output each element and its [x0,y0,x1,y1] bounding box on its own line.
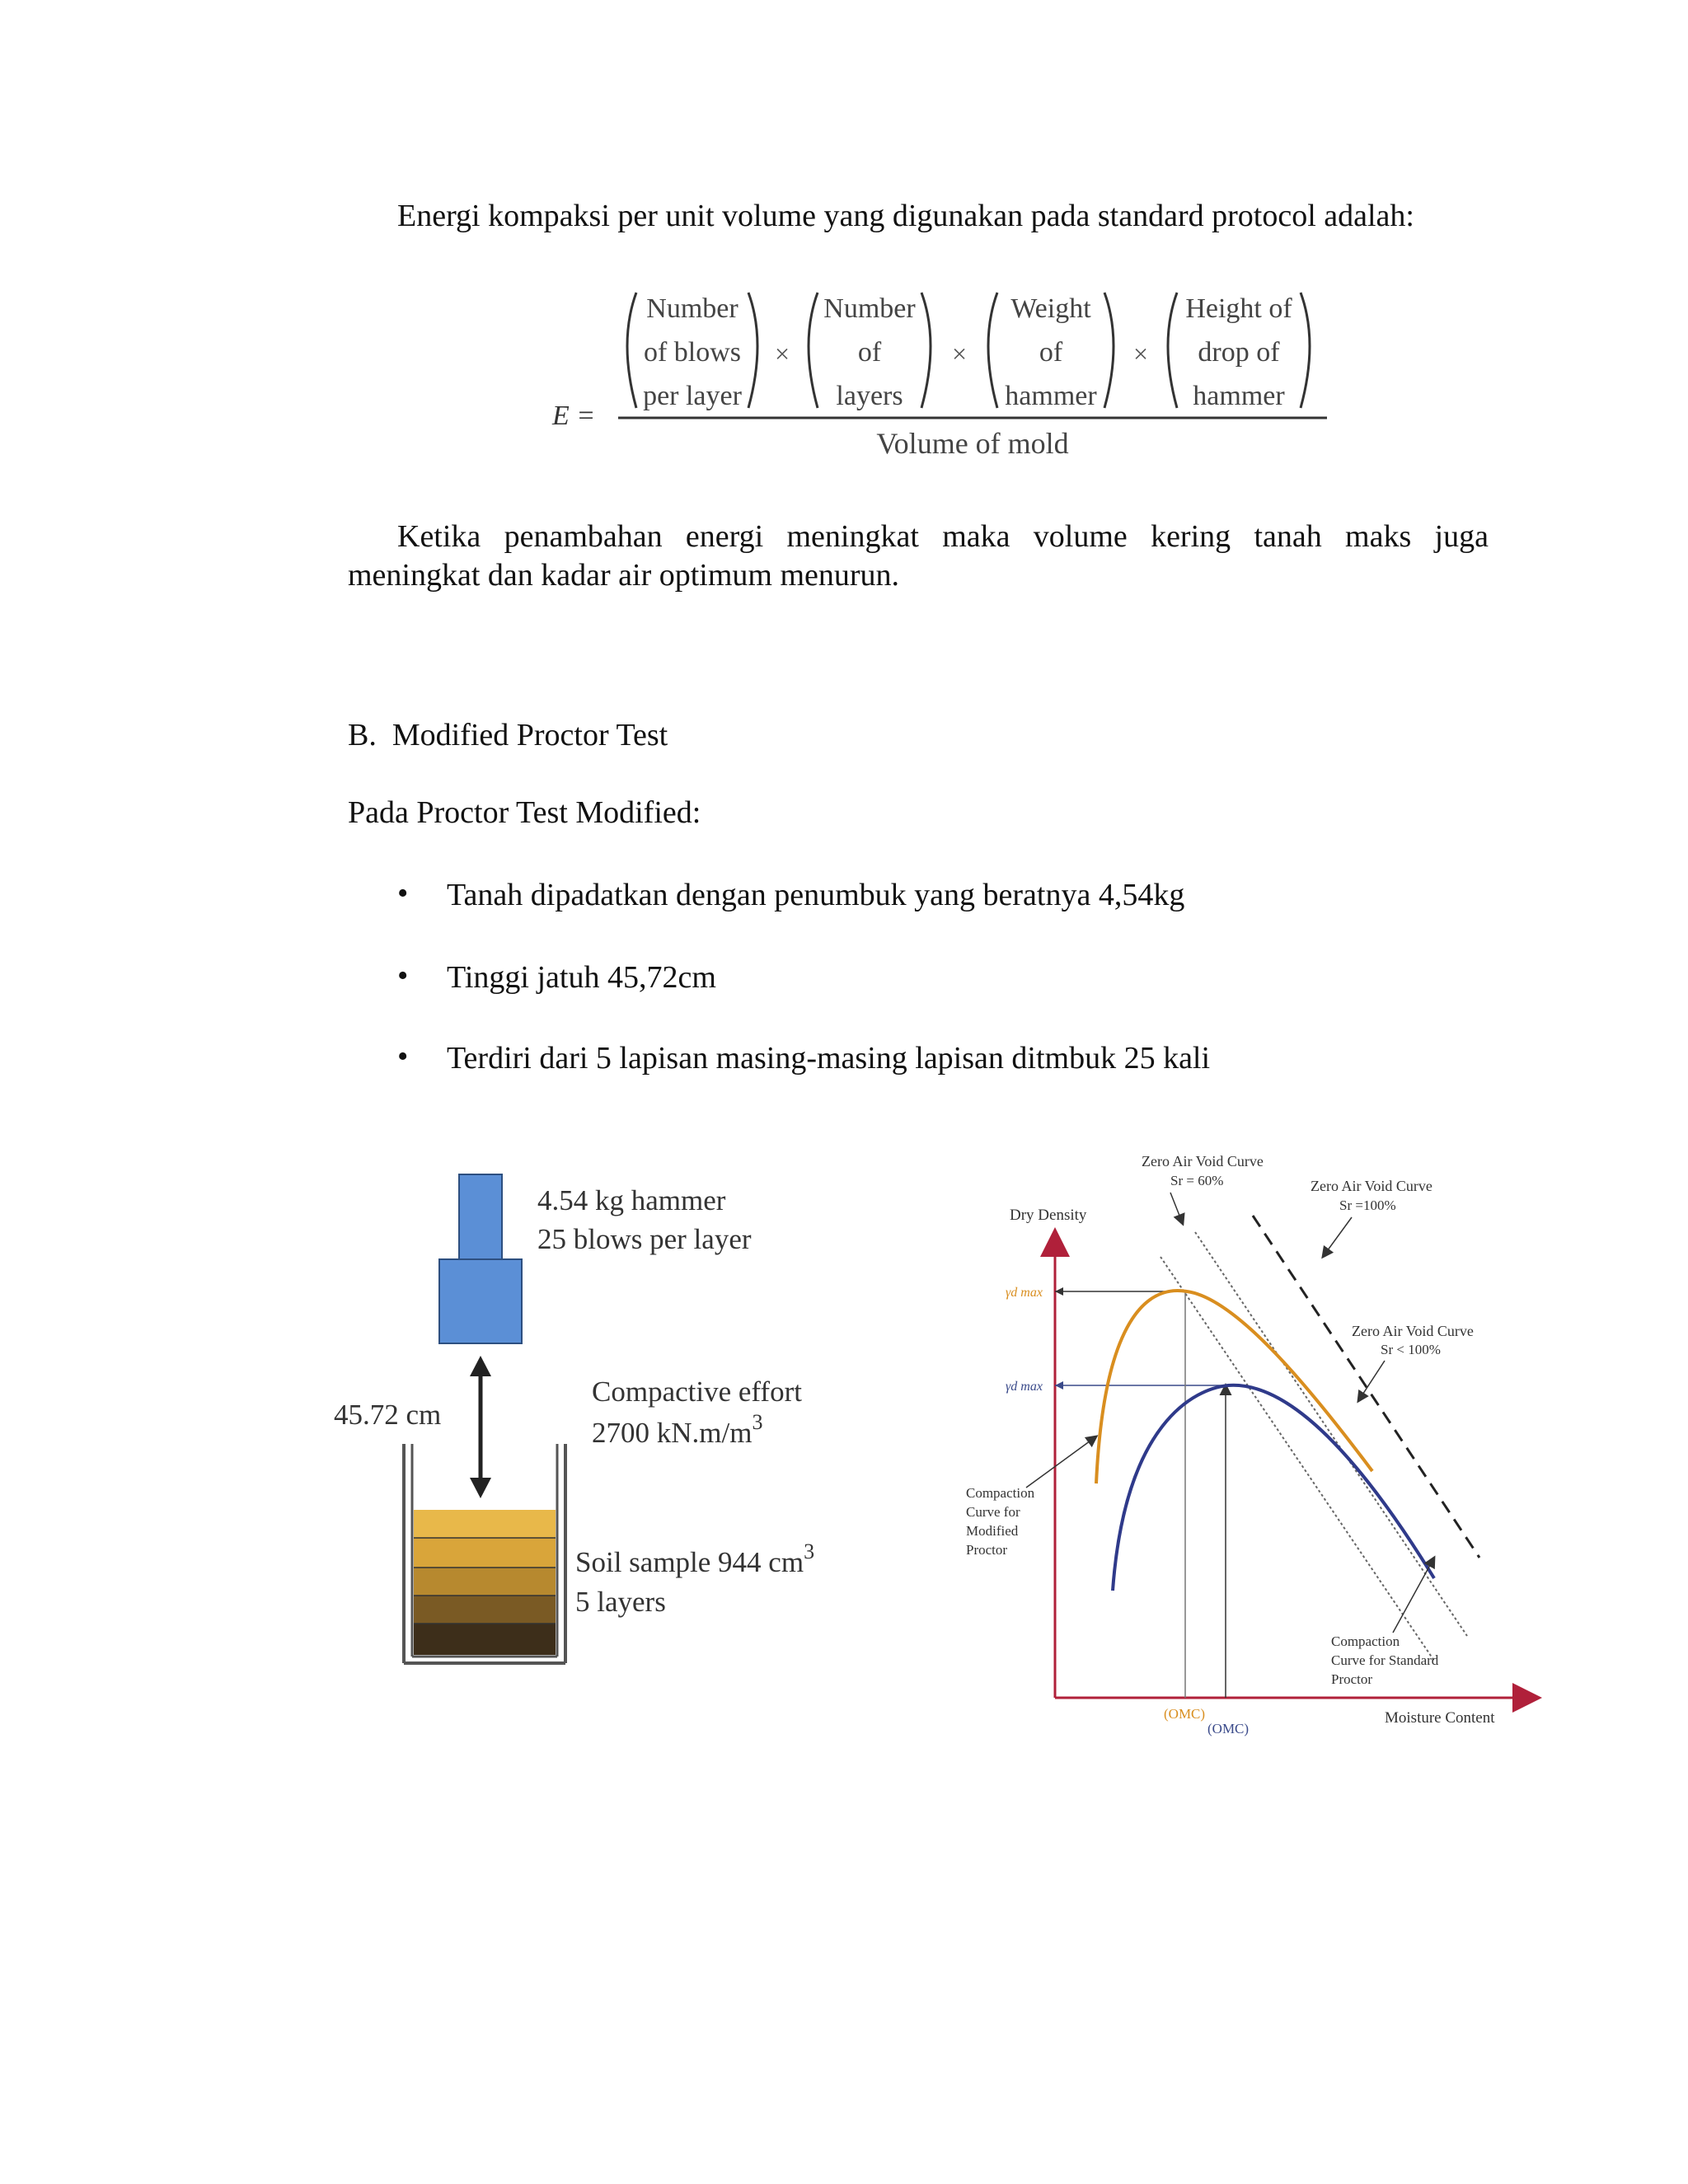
standard-label-2: Curve for Standard [1331,1652,1439,1668]
soil-label-2: 5 layers [575,1586,666,1618]
formula-factor-blows [627,293,757,411]
standard-label-3: Proctor [1331,1671,1373,1687]
gamma-dmax-standard: γd max [1006,1380,1043,1394]
modified-label-3: Modified [966,1523,1019,1539]
svg-text:Number: Number [646,293,738,324]
subheading: Pada Proctor Test Modified: [348,795,701,830]
formula-lhs: E = [552,401,596,431]
svg-text:of blows: of blows [643,337,742,368]
paragraph-line-2: meningkat dan kadar air optimum menurun. [348,558,900,593]
formula-factor-height [1168,293,1310,411]
hammer-handle [459,1174,502,1261]
bullet-2-marker: • [397,958,409,993]
zavlt100-title: Zero Air Void Curve [1352,1323,1474,1339]
bullet-1-text: Tanah dipadatkan dengan penumbuk yang beratnya 4,54kg [447,878,1185,912]
svg-text:of: of [857,337,882,368]
zav-lt100-line [1195,1232,1467,1636]
y-axis-label: Dry Density [1010,1207,1087,1224]
svg-text:of: of [1039,337,1063,368]
x-axis-label: Moisture Content [1385,1709,1495,1727]
svg-text:Weight: Weight [1010,293,1091,324]
modified-label-1: Compaction [966,1485,1035,1501]
effort-label-2: 2700 $kN.m/m^3$ [592,1410,763,1449]
svg-text:Height of: Height of [1185,293,1292,324]
zav-60-line [1160,1257,1434,1661]
svg-text:layers: layers [836,381,903,411]
modified-label-4: Proctor [966,1542,1008,1558]
bullet-2-text: Tinggi jatuh 45,72cm [447,960,716,995]
gamma-dmax-modified: γd max [1006,1286,1043,1300]
svg-text:drop of: drop of [1198,337,1280,368]
modified-proctor-curve [1096,1291,1372,1483]
effort-label-1: Compactive effort [592,1376,802,1408]
bullet-3-text: Terdiri dari 5 lapisan masing-masing lapisan ditmbuk 25 kali [447,1041,1211,1076]
times-2: × [952,339,968,368]
compaction-curve-chart [948,1141,1550,1751]
zav60-title: Zero Air Void Curve [1142,1153,1264,1169]
svg-text:hammer: hammer [1193,381,1285,411]
modified-label-2: Curve for [966,1504,1020,1520]
soil-layers [414,1510,556,1655]
hammer-head [439,1259,522,1343]
svg-text:Number: Number [823,293,916,324]
energy-formula [536,276,1343,474]
omc-modified: (OMC) [1164,1706,1206,1722]
soil-label-1: Soil sample 944 $cm^3$ [575,1540,815,1578]
hammer-label-1: 4.54 kg hammer [537,1184,726,1216]
times-3: × [1133,339,1149,368]
standard-label-1: Compaction [1331,1633,1400,1649]
drop-height-label: 45.72 cm [334,1399,442,1431]
zav100-title: Zero Air Void Curve [1311,1178,1432,1194]
formula-factor-weight [988,293,1114,411]
paragraph-line-1: Ketika penambahan energi meningkat maka volume kering tanah maks juga [397,519,1489,554]
zav-100-line [1253,1216,1479,1558]
hammer-label-2: 25 blows per layer [537,1223,752,1255]
intro-sentence: Energi kompaksi per unit volume yang digunakan pada standard protocol adalah: [397,199,1414,233]
svg-text:per layer: per layer [643,381,742,411]
zavlt100-sub: Sr < 100% [1381,1342,1441,1357]
proctor-apparatus-figure [330,1154,874,1690]
section-heading: B. Modified Proctor Test [348,718,668,752]
bullet-1-marker: • [397,876,409,911]
formula-denominator: Volume of mold [876,427,1069,460]
zav100-sub: Sr =100% [1339,1197,1396,1213]
formula-factor-layers [809,293,931,411]
times-1: × [775,339,790,368]
zav60-sub: Sr = 60% [1170,1173,1224,1188]
bullet-3-marker: • [397,1039,409,1074]
svg-text:hammer: hammer [1005,381,1097,411]
omc-standard: (OMC) [1207,1721,1250,1736]
